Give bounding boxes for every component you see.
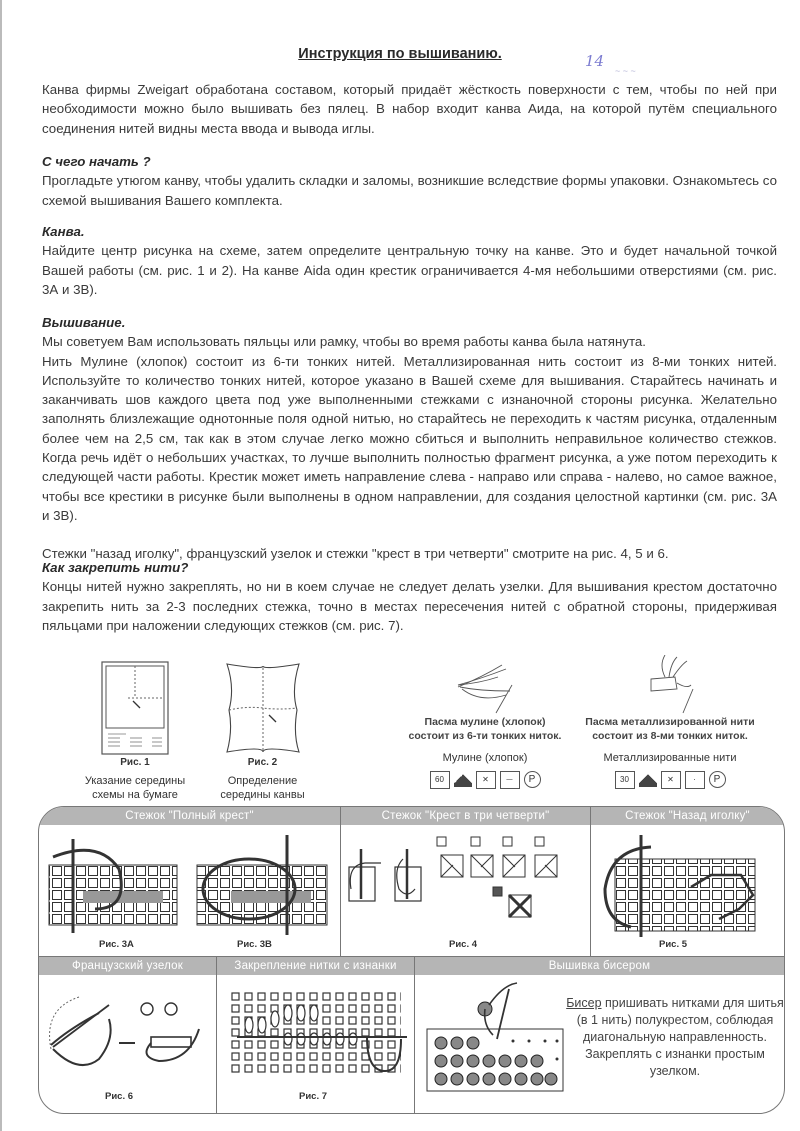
figure-description: Определение: [227, 775, 298, 787]
section-embroidery: [42, 313, 777, 564]
figure-caption: Рис. 3А: [99, 939, 134, 950]
cell-bead-embroidery: [415, 957, 784, 1113]
stitch-panel: [38, 806, 785, 1114]
figure-caption: Рис. 3В: [237, 939, 272, 950]
figure-2: [200, 660, 325, 802]
full-cross-diagram: [39, 829, 339, 939]
wash-icon: 30: [615, 771, 635, 789]
figure-description: Указание середины: [84, 775, 186, 787]
no-bleach-icon: [639, 771, 657, 787]
section-paragraph: Мы советуем Вам использовать пяльцы или рамку, чтобы во время работы канва была натянута.: [42, 334, 646, 350]
section-paragraph: Нить Мулине (хлопок) состоит из 6-ти тонких нитей. Металлизированная нить состоит из 8-ми тонких нитей. Используйте то количество тонких нитей, которое указано в Вашей схеме для вышивания. Старайтесь начинать и заканчивать шов каждого цвета под уже выполненными стежками с изнаночной стороны рисунка. Желательно заполнять близлежащие однотонные поля одной нитью, но старайтесь не переходить к частям рисунка, отдаленным более чем на 2,5 см, так как в этом случае легко можно сбиться и выполнить неправильное количество стежков. Когда речь идёт о небольших участках, то лучше выполнить полностью фрагмент рисунка, а уже потом переходить к следующей части работы. Крестик может иметь направление слева - направо или справа - налево, но самое важное, чтобы все крестики в рисунке были выполнены в одном направлении, для создания целостной картинки (см. рис. 3А и 3В).: [42, 353, 777, 523]
section-paragraph: Прогладьте утюгом канву, чтобы удалить складки и заломы, возникшие вследствие формы упаковки. Ознакомьтесь со схемой вышивания Вашего комплекта.: [42, 173, 777, 208]
metallic-description: состоит из 8-ми тонких ниток.: [592, 730, 748, 742]
cell-header: Вышивка бисером: [415, 957, 784, 975]
no-tumble-dry-icon: ✕: [661, 771, 681, 789]
mouline-label: Мулине (хлопок): [442, 752, 528, 764]
figure-caption: Рис. 7: [299, 1091, 328, 1102]
page-title: Инструкция по вышиванию.: [298, 46, 502, 62]
section-heading: Канва.: [42, 224, 85, 239]
section-paragraph: Найдите центр рисунка на схеме, затем определите центральную точку на канве. Это и будет начальной точкой Вашей работы (см. рис. 1 и 2). На канве Aida один крестик ограничивается 4-мя небольшими отверстиями (см. рис. 3А и 3В).: [42, 243, 777, 297]
section-fasten: [42, 558, 777, 635]
metallic-skein-icon: [625, 655, 715, 715]
handwritten-scribble: ~ ~ ~: [615, 66, 636, 76]
care-symbols: [575, 771, 765, 789]
iron-icon: ·: [685, 771, 705, 789]
figure-caption: Рис. 2: [247, 757, 278, 768]
cell-header: Французский узелок: [39, 957, 216, 975]
bead-fastening-text: Закреплять с изнанки простым узелком.: [585, 1047, 765, 1078]
cell-three-quarter-cross: [341, 807, 591, 957]
cell-backstitch: [591, 807, 784, 957]
figure-caption: Рис. 6: [105, 1091, 134, 1102]
french-knot-diagram: [39, 979, 215, 1089]
cell-header: Стежок "Назад иголку": [591, 807, 784, 825]
metallic-description: Пасма металлизированной нити: [585, 716, 755, 728]
section-heading: Вышивание.: [42, 315, 126, 330]
cell-header: Стежок "Крест в три четверти": [341, 807, 590, 825]
paper-scheme-icon: [100, 660, 170, 756]
iron-icon: ⏤: [500, 771, 520, 789]
mouline-description: Пасма мулине (хлопок): [424, 716, 546, 728]
fastening-diagram: [217, 979, 413, 1089]
bead-embroidery-diagram: [423, 979, 573, 1099]
cell-full-cross: [39, 807, 341, 957]
intro-text: Канва фирмы Zweigart обработана составом, который придаёт жёсткость поверхности с тем, чтобы по ней при необходимости можно было вышивать без пялец. В набор входит канва Аида, на которой путём специального соединения нитей видны места ввода и вывода иглы.: [42, 82, 777, 136]
backstitch-diagram: [591, 829, 781, 939]
mouline-skein-icon: [440, 655, 530, 715]
section-heading: С чего начать ?: [42, 154, 151, 169]
bead-keyword: Бисер: [566, 996, 602, 1010]
mouline-info: [395, 655, 575, 789]
metallic-info: [575, 655, 765, 789]
no-bleach-icon: [454, 771, 472, 787]
figure-caption: Рис. 5: [659, 939, 688, 950]
page-edge: [0, 0, 2, 1131]
cell-fastening: [217, 957, 415, 1113]
metallic-label: Металлизированные нити: [603, 752, 737, 764]
section-heading: Как закрепить нити?: [42, 560, 189, 575]
three-quarter-diagram: [341, 829, 589, 939]
wash-icon: 60: [430, 771, 450, 789]
care-symbols: [395, 771, 575, 789]
no-tumble-dry-icon: ✕: [476, 771, 496, 789]
dry-clean-p-icon: P: [709, 771, 726, 788]
figure-caption: Рис. 4: [449, 939, 478, 950]
figure-description: схемы на бумаге: [92, 789, 178, 801]
intro-paragraph: [42, 80, 777, 138]
mouline-description: состоит из 6-ти тонких ниток.: [408, 730, 562, 742]
figure-1: [75, 660, 195, 802]
cell-header: Стежок "Полный крест": [39, 807, 340, 825]
section-start: [42, 152, 777, 210]
cell-french-knot: [39, 957, 217, 1113]
canvas-fold-icon: [223, 660, 303, 756]
cell-header: Закрепление нитки с изнанки: [217, 957, 414, 975]
figure-description: середины канвы: [220, 789, 305, 801]
section-canvas: [42, 222, 777, 299]
dry-clean-p-icon: P: [524, 771, 541, 788]
bead-instructions-text: пришивать нитками для шитья (в 1 нить) полукрестом, соблюдая диагональную направленность.: [576, 996, 784, 1044]
bead-instructions: [565, 995, 785, 1080]
section-paragraph: Стежки "назад иголку", французский узелок и стежки "крест в три четверти" смотрите на рис. 4, 5 и 6.: [42, 546, 669, 562]
section-paragraph: Концы нитей нужно закреплять, но ни в коем случае не следует делать узелки. Для вышивания крестом достаточно закрепить нить за 2-3 последних стежка, точно в местах пересечения нитей с обратной стороны, придерживая пяльцами при наложении следующих стежков (см. рис. 7).: [42, 579, 777, 633]
handwritten-note: 14: [585, 52, 605, 70]
figure-caption: Рис. 1: [120, 757, 150, 768]
